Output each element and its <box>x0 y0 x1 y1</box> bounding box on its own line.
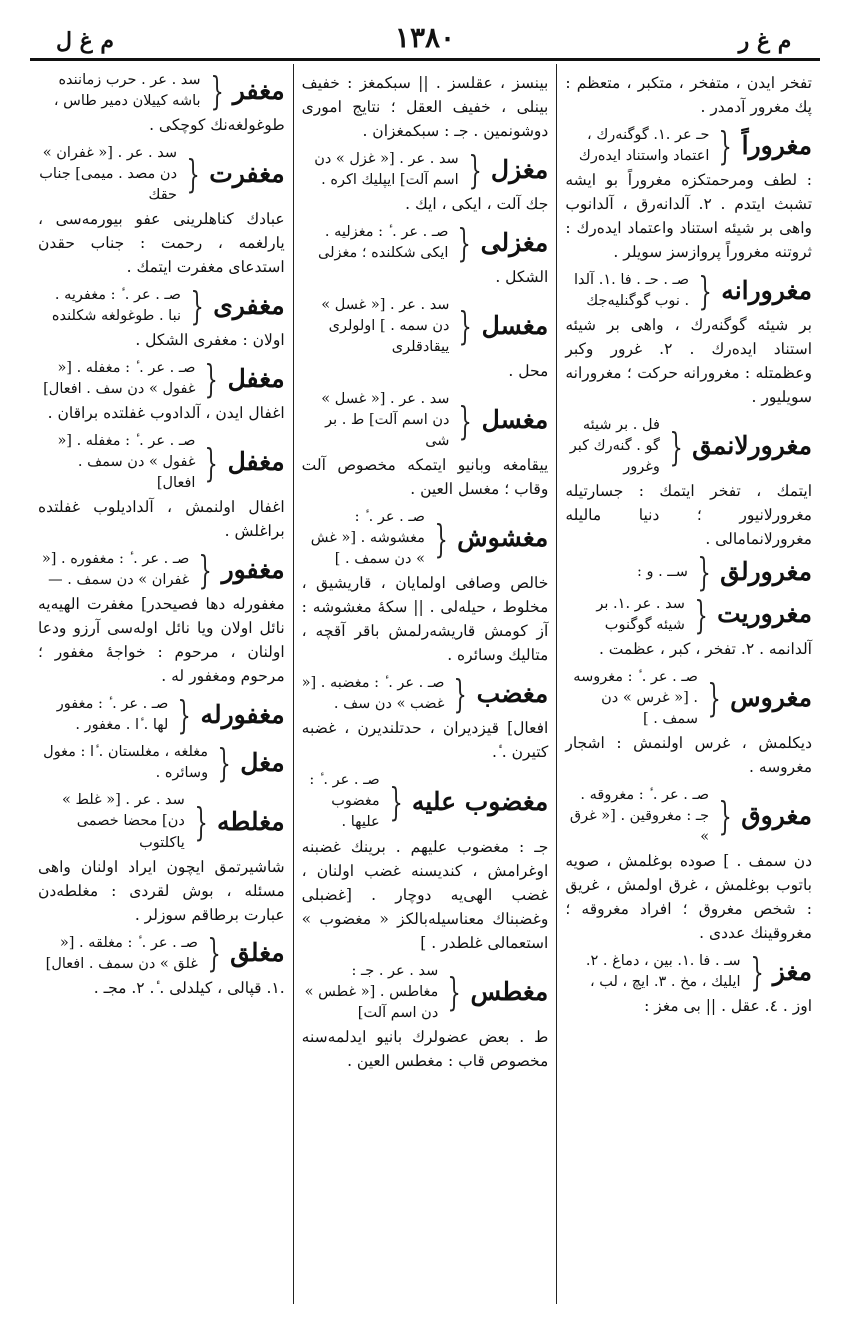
entry-head-row <box>565 785 812 848</box>
headword: مغرورلق <box>720 557 812 587</box>
brace-mark: { <box>177 693 192 738</box>
brace-mark: { <box>707 676 721 721</box>
entry-head-row <box>38 143 285 206</box>
headword: مغفل <box>227 447 285 477</box>
dictionary-column <box>557 64 820 1304</box>
brace-mark: { <box>217 741 231 786</box>
brace-mark: { <box>468 147 482 192</box>
brace-mark: { <box>194 799 208 844</box>
header-last-word: م غ ل <box>55 28 115 54</box>
brace-mark: { <box>750 949 764 994</box>
entry-head-row <box>302 770 549 833</box>
definition-text: مغفورله دها فصیحدر] مغفرت الهیه‌یه نائل اولان ویا نائل اوله‌سی آرزو ودعا اولنان ، مرحوم : خواجهٔ مغفور ؛ مرحوم ومغفور له . <box>37 595 285 686</box>
dictionary-entry <box>565 270 812 409</box>
dictionary-entry <box>38 933 285 1000</box>
dictionary-entry <box>38 285 285 352</box>
brace-mark: { <box>698 268 712 313</box>
dictionary-entry <box>302 673 549 764</box>
dictionary-column <box>30 64 294 1304</box>
brace-mark: { <box>447 969 462 1014</box>
definition-text: الشکل . <box>495 268 549 287</box>
headword: مغشوش <box>457 523 549 553</box>
headword: مغل <box>240 748 285 778</box>
brace-mark: { <box>458 304 473 349</box>
grammar-note: فل . بر شیئه گو . گنه‌رك کبر وغرور <box>569 417 660 476</box>
entry-head-row <box>565 415 812 478</box>
brace-mark: { <box>697 550 711 595</box>
headword: مغروریت <box>717 599 812 629</box>
grammar-note: سد . عر . حرب زماننده باشه کییلان دمیر طاس ، <box>53 72 201 110</box>
grammar-note: سـ . فا .١. بین ، دماغ . ٢. ایلیك ، مخ . ٣. ایچ ، لب ، <box>585 952 741 990</box>
dictionary-entry <box>302 389 549 501</box>
dictionary-entry <box>38 143 285 279</box>
headword: مغرورلانمق <box>692 431 812 461</box>
entry-head-row <box>38 694 285 736</box>
header-first-word: م غ ر <box>738 28 792 54</box>
dictionary-entry <box>302 507 549 667</box>
headword: مغفرت <box>209 159 285 189</box>
grammar-note: صـ . عر . ٔ : مغفوره . [« غفران » دن سمف . — <box>41 551 190 589</box>
grammar-note: ســ . و : <box>636 564 688 580</box>
headword: مغطس <box>470 976 549 1006</box>
grammar-note: سد . عر . جـ : مغاطس . [« غطس » دن اسم آلت] <box>304 962 439 1021</box>
entry-head-row <box>302 507 549 570</box>
brace-mark: { <box>669 424 683 469</box>
grammar-note: سد . عر . [« غزل » دن اسم آلت] ایپلیك اکره . <box>314 151 459 189</box>
headword: مغسل <box>481 311 549 341</box>
headword: مغز <box>772 956 812 986</box>
brace-mark: { <box>210 68 224 113</box>
dictionary-entry <box>565 785 812 945</box>
definition-text: اغفال ایدن ، آلدادوب غفلتده براقان . <box>47 404 285 423</box>
definition-text: ایتمك ، تفخر ایتمك : جسارتیله مغرورلانیور ؛ دنیا مالیله مغرورلانمامالی . <box>565 482 812 549</box>
grammar-note: صـ . عر . ٔ : مغروقه . جـ : مغروقین . [« غرق » <box>569 786 710 845</box>
entry-head-row <box>565 270 812 312</box>
brace-mark: { <box>204 440 219 485</box>
entry-head-row <box>302 222 549 264</box>
entry-head-row <box>38 431 285 494</box>
dictionary-entry <box>565 125 812 264</box>
headword: مغزلی <box>480 227 549 257</box>
definition-text: طوغولغه‌نك کوچکی . <box>149 116 285 135</box>
definition-text: دیکلمش ، غرس اولنمش : اشجار مغروسه . <box>565 733 812 776</box>
definition-text: اولان : مغفری الشکل . <box>135 331 285 350</box>
brace-mark: { <box>204 357 219 401</box>
definition-text: تفخر ایدن ، متفخر ، متکبر ، متعظم : پك مغرور آدمدر . <box>565 74 812 117</box>
headword: مغلق <box>230 938 285 968</box>
dictionary-entry <box>302 295 549 383</box>
grammar-note: صـ . عر . ٔ : مغضوب علیها . <box>309 772 380 831</box>
dictionary-entry <box>38 694 285 736</box>
brace-mark: { <box>453 672 468 717</box>
brace-mark: { <box>190 283 204 328</box>
headword: مغروق <box>741 800 812 830</box>
dictionary-entry <box>38 790 285 926</box>
grammar-note: صـ . عر . ٔ : مغزلیه . ایکی شکلنده ؛ مغزلی <box>318 224 449 262</box>
grammar-note: صـ . عر . ٔ : مغلقه . [« غلق » دن سمف . افعال] <box>45 934 198 972</box>
dictionary-entry <box>38 431 285 543</box>
headword: مغسل <box>481 405 549 435</box>
definition-text: محل . <box>508 362 549 381</box>
page-number: ١٣٨٠ <box>394 21 456 54</box>
headword: مغفر <box>232 75 285 105</box>
brace-mark: { <box>694 592 708 637</box>
brace-mark: { <box>718 794 732 839</box>
headword: مغفورله <box>200 700 285 730</box>
entry-head-row <box>302 961 549 1024</box>
entry-head-row <box>565 951 812 993</box>
definition-text: شاشیرتمق ایچون ایراد اولنان واهی مسئله ، بوش لقردی : مغلطه‌دن عبارت برطاقم سوزلر . <box>37 857 285 924</box>
grammar-note: سد . عر . [« غسل » دن اسم آلت] ط . بر شی <box>321 391 450 450</box>
dictionary-entry <box>38 549 285 688</box>
brace-mark: { <box>389 779 403 824</box>
headword: مغضب <box>476 679 549 709</box>
grammar-note: صـ . عر . ٔ : مغفله . [« غفول » دن سمف . افعال] <box>57 433 196 492</box>
brace-mark: { <box>198 548 213 593</box>
dictionary-entry <box>38 742 285 784</box>
dictionary-entry <box>38 358 285 425</box>
dictionary-entry <box>302 149 549 216</box>
definition-text: عبادك کناهلرینی عفو بیورمه‌سی ، یارلغمه ، رحمت : جناب حقدن استدعای مغفرت ایتمك . <box>37 210 285 277</box>
entry-head-row <box>302 295 549 358</box>
brace-mark: { <box>458 398 473 443</box>
definition-text: آلدانمه . ٢. تفخر ، کبر ، عظمت . <box>598 639 812 658</box>
definition-text: افعال] قیزدیران ، حدتلندیرن ، غضبه کتیرن . ٔ. <box>301 719 549 762</box>
definition-text: خالص وصافی اولمایان ، قاریشیق ، مخلوط ، حیله‌لی . || سکهٔ مغشوشه : آز کومش قاریشه‌رلمش باقر آقچه ، متالیك وسائره . <box>301 574 549 665</box>
entry-head-row <box>302 149 549 191</box>
definition-text: جك آلت ، ایکی ، ایك . <box>405 195 549 214</box>
grammar-note: صـ . عر . ٔ : مغروسه . [« غرس » دن سمف . ] <box>573 668 698 727</box>
dictionary-entry <box>565 667 812 779</box>
dictionary-entry <box>38 70 285 137</box>
headword: مغروس <box>730 682 812 712</box>
headword: مغفور <box>221 554 285 584</box>
entry-head-row <box>565 550 812 595</box>
grammar-note: حـ عر .١. گوگنه‌رك ، اعتماد واستناد ایده‌رك <box>578 127 710 165</box>
definition-text: اوز . ٤. عقل . || بی مغز : <box>644 996 812 1015</box>
page-header <box>30 14 820 54</box>
brace-mark: { <box>186 152 200 197</box>
headword: مغفری <box>213 290 285 320</box>
grammar-note: مغلغه ، مغلستان . ٔا : مغول وسائره . <box>43 744 209 782</box>
headword: مغروراً <box>741 130 812 160</box>
definition-text: اغفال اولنمش ، آلدادیلوب غفلتده براغلش . <box>37 498 285 541</box>
definition-text: جـ : مغضوب علیهم . برینك غضبنه اوغرامش ، کندیسنه غضب اولنان ، غضب الهی‌یه دوچار . [غضبلی وغضبناك معناسیله‌بالکز « مغضوب » استعمالی غلطدر . ] <box>301 837 549 952</box>
grammar-note: سد . عر . [« غلط » دن] محضا خصمی یاکلتوب <box>61 792 185 851</box>
entry-head-row <box>302 673 549 715</box>
dictionary-entry <box>565 594 812 661</box>
dictionary-entry <box>565 71 812 119</box>
dictionary-entry <box>565 415 812 551</box>
definition-text: بر شیئه گوگنه‌رك ، واهی بر شیئه استناد ایده‌رك . ٢. غرور وکبر وعظمتله : مغرورانه حرکت ؛ مغرورانه سویلیور . <box>565 316 812 407</box>
dictionary-entry <box>565 951 812 1018</box>
grammar-note: سد . عر . [« غسل » دن سمه . ] اولولری ییقادقلری <box>321 297 450 356</box>
entry-head-row <box>38 742 285 784</box>
grammar-note: صـ . عر . ٔ : مغضبه . [« غضب » دن سف . <box>301 675 445 713</box>
brace-mark: { <box>457 220 472 265</box>
entry-head-row <box>565 667 812 730</box>
entry-head-row <box>565 594 812 636</box>
entry-head-row <box>38 285 285 327</box>
entry-head-row <box>38 549 285 591</box>
definition-text: ط . بعض عضولرك بانیو ایدلمه‌سنه مخصوص قاب : مغطس العین . <box>301 1027 549 1070</box>
brace-mark: { <box>207 931 221 976</box>
grammar-note: صـ . حـ . فا .١. آلدا . نوب گوگنلیه‌جك <box>574 272 690 310</box>
definition-text: : لطف ومرحمتکزه مغروراً بو ایشه تشبث ایتدم . ٢. آلدانه‌رق ، آلدانوب واهی بر شیئه استناد واعتماد ایده‌رك : ثروتنه مغروراً پروازسز سویلر . <box>565 171 813 262</box>
headword: مغزل <box>490 154 549 184</box>
grammar-note: سد . عر .١. بر شیئه گوگنوب <box>596 595 685 633</box>
headword: مغلطه <box>217 806 285 836</box>
brace-mark: { <box>434 516 448 561</box>
definition-text: دن سمف . ] صوده بوغلمش ، صویه باتوب بوغلمش ، غرق اولمش ، غریق : شخص مغروق ؛ افراد مغروقه ؛ مغروقینك عددی . <box>565 851 812 942</box>
definition-text: بینسز ، عقلسز . || سبکمغز : خفیف بینلی ، خفیف العقل ؛ نتایج اموری دوشونمین . جـ : سبکمغزان . <box>301 74 549 141</box>
headword: مغرورانه <box>721 275 812 305</box>
definition-text: ییقامغه وبانیو ایتمکه مخصوص آلت وقاب ؛ مغسل العین . <box>301 456 549 499</box>
grammar-note: صـ . عر . ٔ : مغفور لها . ٔا . مغفور . <box>56 696 169 734</box>
entry-head-row <box>38 358 285 400</box>
dictionary-entry <box>302 222 549 289</box>
dictionary-entry <box>302 71 549 143</box>
grammar-note: صـ . عر . ٔ : مغفله . [« غفول » دن سف . افعال] <box>43 360 196 398</box>
dictionary-entry <box>302 961 549 1073</box>
brace-mark: { <box>718 123 733 168</box>
columns-container <box>30 64 820 1304</box>
headword: مغفل <box>227 363 285 393</box>
entry-head-row <box>38 70 285 112</box>
dictionary-entry <box>302 770 549 954</box>
entry-head-row <box>302 389 549 452</box>
grammar-note: سد . عر . [« غفران » دن مصد . میمی] جناب حقك <box>39 145 178 204</box>
entry-head-row <box>38 790 285 853</box>
grammar-note: صـ . عر . ٔ : مغفریه . نبا . طوغولغه شکلنده <box>51 287 181 325</box>
dictionary-column <box>294 64 558 1304</box>
grammar-note: صـ . عر . ٔ : مغشوشه . [« غش » دن سمف . ] <box>310 509 425 568</box>
entry-head-row <box>565 125 812 167</box>
header-divider <box>30 58 820 61</box>
entry-head-row <box>38 933 285 975</box>
headword: مغضوب علیه <box>411 786 549 816</box>
dictionary-entry <box>565 550 812 595</box>
definition-text: .١. قپالی ، کیلدلی . ٔ. ٢. مجـ . <box>93 978 285 997</box>
